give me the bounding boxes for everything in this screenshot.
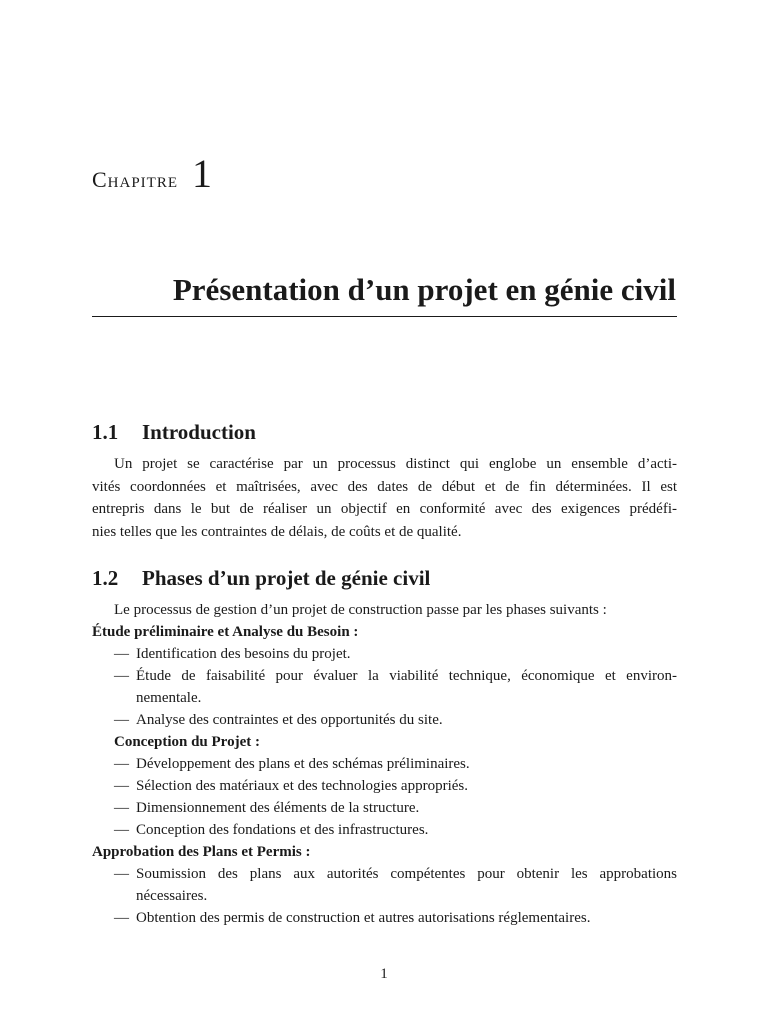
bullet-dash: — <box>114 778 129 794</box>
section-heading-phases <box>92 565 430 591</box>
paragraph-line: nies telles que les contraintes de délais, de coûts et de qualité. <box>92 523 462 540</box>
page-number: 1 <box>380 966 388 982</box>
section-number: 1.1 <box>92 420 119 444</box>
paragraph-line: entrepris dans le but de réaliser un objectif en conformité avec des exigences prédéfi- <box>92 501 677 517</box>
section-title: Introduction <box>142 420 256 444</box>
list-item-text: Étude de faisabilité pour évaluer la viabilité technique, économique et environ- <box>136 668 677 684</box>
bullet-dash: — <box>114 668 129 684</box>
list-item <box>92 797 677 819</box>
section-title: Phases d’un projet de génie civil <box>142 566 431 590</box>
list-item <box>92 775 677 797</box>
list-item-text: Développement des plans et des schémas préliminaires. <box>136 756 470 772</box>
list-item-text: Obtention des permis de construction et autres autorisations réglementaires. <box>136 910 591 926</box>
bullet-dash: — <box>114 800 129 816</box>
list-item-text: Conception des fondations et des infrastructures. <box>136 822 429 838</box>
chapter-label <box>92 150 212 197</box>
title-rule <box>92 316 677 317</box>
group-title-approbation: Approbation des Plans et Permis : <box>92 844 311 860</box>
bullet-dash: — <box>114 756 129 772</box>
group-title-conception: Conception du Projet : <box>114 734 260 750</box>
introduction-paragraph <box>92 453 677 543</box>
list-item-text: Dimensionnement des éléments de la structure. <box>136 800 420 816</box>
list-item <box>92 709 677 731</box>
list-item <box>92 665 677 687</box>
paragraph-line: Un projet se caractérise par un processus distinct qui englobe un ensemble d’acti- <box>114 456 677 472</box>
chapter-title: Présentation d’un projet en génie civil <box>172 272 676 307</box>
bullet-dash: — <box>114 910 129 926</box>
list-item <box>92 907 677 929</box>
list-item <box>92 863 677 885</box>
bullet-dash: — <box>114 712 129 728</box>
group-title-etude: Étude préliminaire et Analyse du Besoin : <box>92 624 359 640</box>
list-item-text: Identification des besoins du projet. <box>136 646 351 662</box>
bullet-dash: — <box>114 866 129 882</box>
bullet-dash: — <box>114 646 129 662</box>
list-item-continuation: nementale. <box>136 690 202 706</box>
list-item-text: Sélection des matériaux et des technologies appropriés. <box>136 778 468 794</box>
paragraph-line: vités coordonnées et maîtrisées, avec des dates de début et de fin déterminées. Il est <box>92 478 677 495</box>
list-item <box>92 643 677 665</box>
phases-intro: Le processus de gestion d’un projet de construction passe par les phases suivants : <box>114 602 607 618</box>
list-item <box>92 753 677 775</box>
list-item-continuation: nécessaires. <box>136 888 208 904</box>
chapter-word: Chapitre <box>92 167 179 192</box>
bullet-dash: — <box>114 822 129 838</box>
section-number: 1.2 <box>92 566 119 590</box>
section-heading-introduction <box>92 419 256 445</box>
chapter-number: 1 <box>192 151 213 196</box>
phases-body <box>92 599 677 929</box>
list-item-text: Analyse des contraintes et des opportunités du site. <box>136 712 443 728</box>
list-item <box>92 819 677 841</box>
list-item-text: Soumission des plans aux autorités compétentes pour obtenir les approbations <box>136 866 677 882</box>
